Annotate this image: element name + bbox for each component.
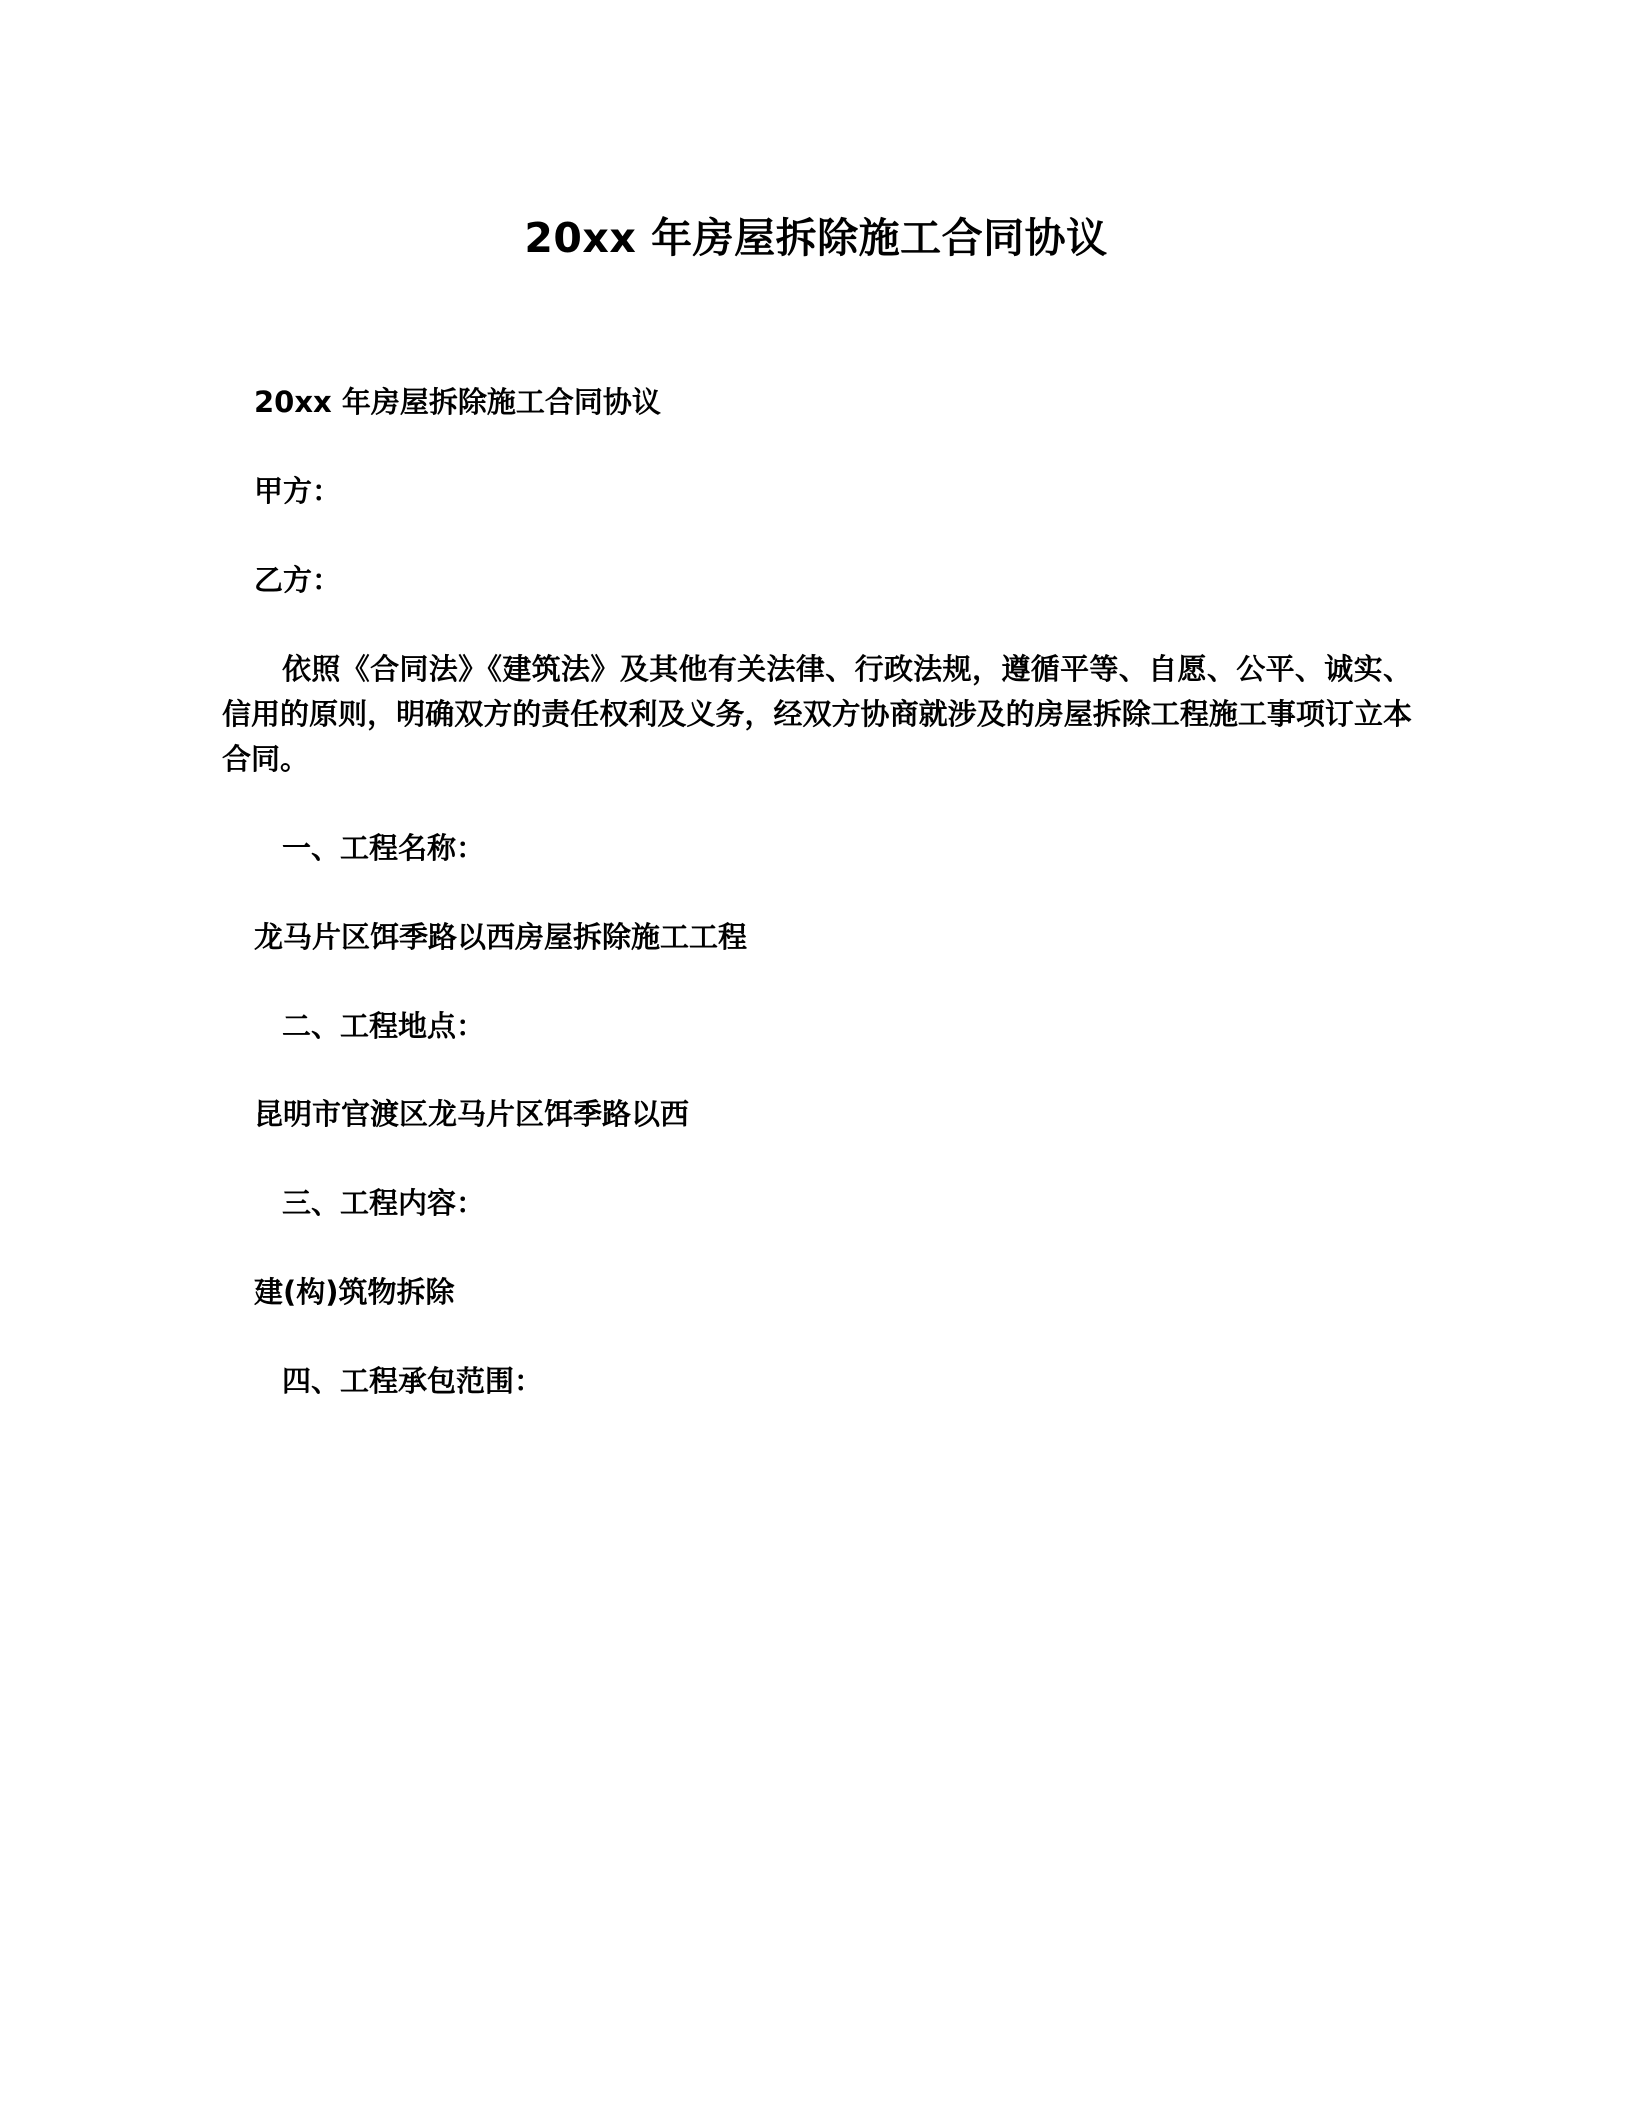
paragraph-party-a: 甲方：: [254, 473, 342, 508]
section-2-body: 昆明市官渡区龙马片区饵季路以西: [254, 1097, 690, 1132]
section-3-title: 三、工程内容：: [282, 1186, 486, 1221]
paragraph-preamble: 依照《合同法》《建筑法》及其他有关法律、行政法规，遵循平等、自愿、公平、诚实、信用的原则，明确双方的责任权利及义务，经双方协商就涉及的房屋拆除工程施工事项订立本合同。: [222, 651, 1412, 776]
paragraph-heading-repeat: 20xx 年房屋拆除施工合同协议: [254, 385, 661, 419]
section-1-body: 龙马片区饵季路以西房屋拆除施工工程: [254, 919, 748, 954]
document-body: [222, 380, 1412, 1404]
section-2-title: 二、工程地点：: [282, 1008, 486, 1043]
section-3-body: 建(构)筑物拆除: [254, 1275, 455, 1310]
section-4-title: 四、工程承包范围：: [282, 1364, 544, 1399]
section-1-title: 一、工程名称：: [282, 830, 486, 865]
page-title: 20xx 年房屋拆除施工合同协议: [524, 214, 1108, 262]
paragraph-party-b: 乙方：: [254, 562, 342, 597]
